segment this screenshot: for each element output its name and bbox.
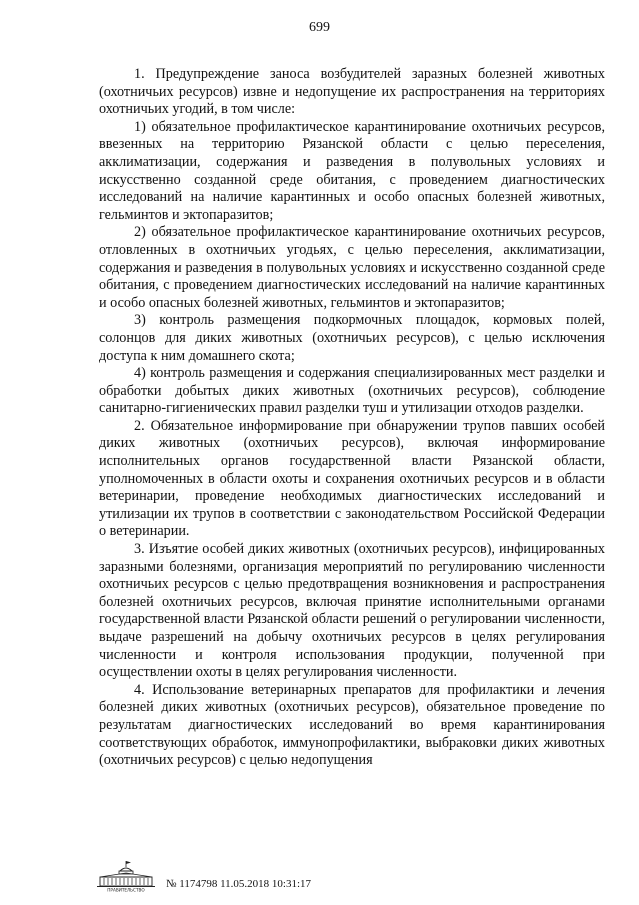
paragraph: 3) контроль размещения подкормочных площадок, кормовых полей, солонцов для диких животных (охотничьих ресурсов), с целью исключения доступа к ним домашнего скота; (99, 312, 605, 364)
government-building-logo (94, 860, 158, 892)
paragraph: 2) обязательное профилактическое карантинирование охотничьих ресурсов, отловленных в охотничьих угодьях, с целью переселения, акклиматизации, содержания и разведения в полувольных условиях и искусственно созданной среде обитания, с проведением диагностических исследований на наличие карантинных и особо опасных болезней животных, гельминтов и эктопаразитов; (99, 224, 605, 311)
footer (94, 858, 311, 892)
page-number: 699 (309, 20, 330, 35)
paragraph: 4) контроль размещения и содержания специализированных мест разделки и обработки добытых диких животных (охотничьих ресурсов), соблюдение санитарно-гигиенических правил разделки туш и утилизации отходов разделки. (99, 365, 605, 417)
paragraph: 2. Обязательное информирование при обнаружении трупов павших особей диких животных (охотничьих ресурсов), включая информирование исполнительных органов государственной власти Рязанской области, уполномоченных в области охоты и сохранения охотничьих ресурсов и в области ветеринарии, проведение необходимых диагностических исследований и утилизации их трупов в соответствии с законодательством Российской Федерации о ветеринарии. (99, 417, 605, 540)
paragraph: 4. Использование ветеринарных препаратов для профилактики и лечения болезней диких животных (охотничьих ресурсов), обязательное проведение по результатам диагностических исследований во время карантинирования соответствующих обработок, иммунопрофилактики, выбраковки диких животных (охотничьих ресурсов) с целью недопущения (99, 681, 605, 769)
paragraph: 1. Предупреждение заноса возбудителей заразных болезней животных (охотничьих ресурсов) извне и недопущение их распространения на территориях охотничьих угодий, в том числе: (99, 66, 605, 118)
paragraph: 3. Изъятие особей диких животных (охотничьих ресурсов), инфицированных заразными болезнями, организация мероприятий по регулированию численности охотничьих ресурсов с целью предотвращения возникновения и распространения болезней охотничьих ресурсов, включая принятие исполнительными органами государственной власти Рязанской области решений о регулировании численности, выдаче разрешений на добычу охотничьих ресурсов в целях регулирования численности и контроля использования продукции, полученной при осуществлении охоты в целях регулирования численности. (99, 541, 605, 681)
document-body (99, 66, 605, 770)
document-stamp: № 1174798 11.05.2018 10:31:17 (166, 878, 312, 890)
paragraph: 1) обязательное профилактическое карантинирование охотничьих ресурсов, ввезенных на территорию Рязанской области с целью переселения, акклиматизации, содержания и разведения в полувольных условиях и искусственно созданной среде обитания, с проведением диагностических исследований на наличие карантинных и особо опасных болезней животных, гельминтов и эктопаразитов; (99, 118, 605, 223)
logo-caption: ПРАВИТЕЛЬСТВО (107, 887, 145, 892)
